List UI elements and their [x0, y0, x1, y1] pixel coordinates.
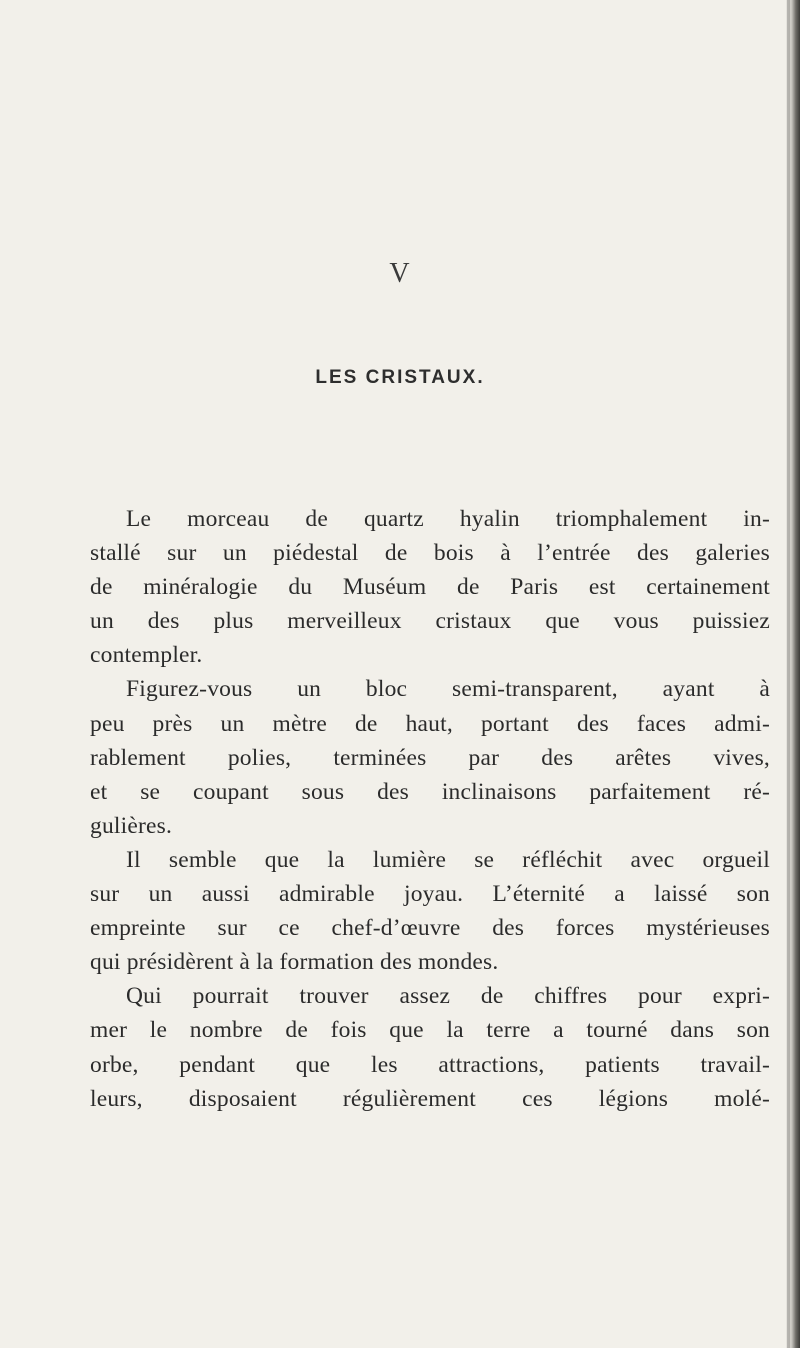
text-line: de minéralogie du Muséum de Paris est certainement [90, 574, 770, 601]
text-line: stallé sur un piédestal de bois à l’entrée des galeries [90, 540, 770, 567]
text-line: qui présidèrent à la formation des mondes. [90, 949, 499, 976]
text-line: rablement polies, terminées par des arêtes vives, [90, 744, 770, 771]
text-line: gulières. [90, 812, 173, 839]
text-line: contempler. [90, 642, 203, 669]
text-line: orbe, pendant que les attractions, patients travail- [90, 1051, 770, 1078]
text-line: peu près un mètre de haut, portant des faces admi- [90, 710, 770, 737]
binding-shadow [787, 0, 790, 1348]
text-line: Figurez-vous un bloc semi-transparent, ayant à [126, 676, 770, 703]
body-text [90, 502, 770, 1116]
text-line: et se coupant sous des inclinaisons parfaitement ré- [90, 778, 770, 805]
chapter-number: V [389, 258, 411, 289]
text-line: sur un aussi admirable joyau. L’éternité a laissé son [90, 881, 770, 908]
text-line: mer le nombre de fois que la terre a tourné dans son [90, 1017, 770, 1044]
text-line: Le morceau de quartz hyalin triomphalement in- [126, 506, 770, 532]
text-line: empreinte sur ce chef-d’œuvre des forces mystérieuses [90, 915, 770, 942]
chapter-title: LES CRISTAUX. [315, 367, 485, 388]
text-line: un des plus merveilleux cristaux que vous puissiez [90, 608, 770, 635]
text-line: leurs, disposaient régulièrement ces légions molé- [90, 1085, 770, 1112]
text-line: Qui pourrait trouver assez de chiffres pour expri- [126, 983, 770, 1010]
text-line: Il semble que la lumière se réfléchit avec orgueil [126, 846, 770, 873]
